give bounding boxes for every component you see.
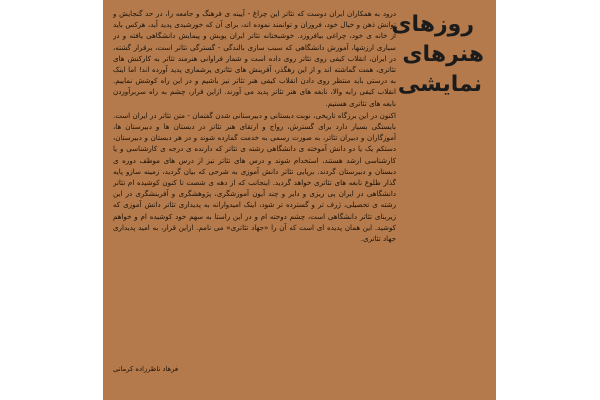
message-body <box>113 8 396 358</box>
poster-panel <box>103 0 496 400</box>
title-line-1: روزهای <box>391 12 474 37</box>
title-line-3: نمایشی <box>397 72 482 97</box>
poster-title <box>384 10 484 100</box>
title-line-2: هنرهای <box>402 42 484 67</box>
author-signature: فرهاد ناظرزاده کرمانی <box>113 365 179 373</box>
message-paragraph-2: اکنون در این برزگاه تاریخی، نوبت دبستانی و دبیرستانی شدن گفتمان - متن تئاتر در ایران است. بایستگی بسیار دارد برای گسترش، رواج و ارتقای هنر تئاتر در دبستان ها و دبیرستان ها، آموزگاران و دبیران تئاتر، به صورت رسمی به خدمت گمارده شوند و در هر دبستان و دبیرستان، دستکم یک یا دو دانش آموخته ی دانشگاهی رشته ی تئاتر که دارنده ی درجه ی کارشناسی و یا کارشناسی ارشد هستند، استخدام شوند و درس های تئاتر نیز از درس های موظف دوره ی دبستان و دبیرستان گردند. برپایی تئاتر دانش آموزی به شرحی که بیان گردید، زمینه سازو پایه گذار طلوع نابغه های تئاتری خواهد گردید. اینجانب که از دهه ی شصت تا کنون کوشیده ام تئاتر دانشگاهی در ایران پی ریزی و دایر و چند آیون آموزشگری، پژوهشگری و آفرینشگری در این رشته ی تحصیلی، ژرف تر و گسترده تر شود، اینک امیدوارانه به پدیداری تئاتر دانش آموزی که زیربنای تئاتر دانشگاهی است، چشم دوخته ام و در این راستا به سهم خود کوشیده ام و خواهم کوشید. این همان پدیده ای است که آن را «جهاد تئاتری» می نامم. ازاین قرار، به امید پدیداری جهاد تئاتری. <box>113 110 396 244</box>
message-paragraph-1: درود به همکاران ایران دوست که تئاتر این چراغ - آیینه ی فرهنگ و جامعه را، در حد گنجایش و توانش ذهن و خیال خود، فروزان و توانمند نموده اند، برای آن که خورشیدی پدید آید، هرکس باید از خانه ی خود، چراغی بیافروزد. خوشبختانه تئاتر ایران پویش و پیمایش دانشگاهی یافته و در سیاری ارزشها، آموزش دانشگاهی که سبب سازی بالندگی - گسترگی تئاتر است، برقرار گشته، در ایران، انقلاب کیفی روی تئاتر روی داده است و شمار فراوانی هنرمند تئاتر به کارکنش های تئاتری، همت گماشته اند و از این رهگذر، آفرینش های تئاتری پرشماری پدید آورده اند! اما اینک به درستی باید منتظر روی دادن انقلاب کیفی هنر تئاتر نیز باشیم و در این راه کوشش نماییم. انقلاب کیفی رابه والا، نابغه های هنر تئاتر پدید می آورند. ازاین قرار، چشم به راه سربرآوردن نابغه های تئاتری هستیم. <box>113 9 396 108</box>
